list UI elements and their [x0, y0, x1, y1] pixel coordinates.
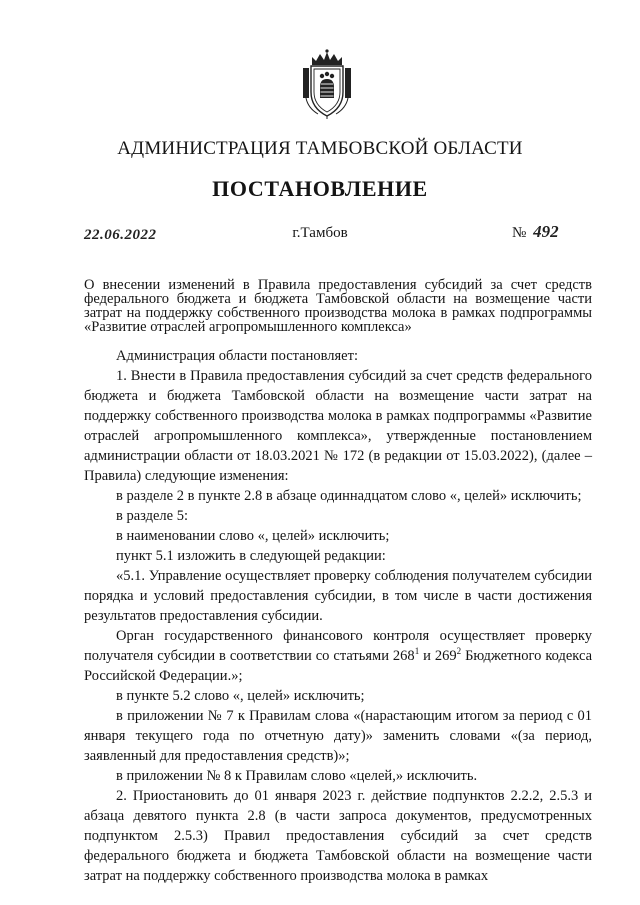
document-city: г.Тамбов — [292, 225, 348, 241]
body-text-segment: Орган государственного финансового контроля осуществляет проверку получателя субсидии в соответствии со статьями 268 — [84, 628, 592, 664]
document-type: ПОСТАНОВЛЕНИЕ — [212, 176, 428, 201]
body-paragraph: 2. Приостановить до 01 января 2023 г. действие подпунктов 2.2.2, 2.5.3 и абзаца девятого пункта 2.8 (в части запроса документов, предусмотренных подпунктом 2.5.3) Правил предоставления субсидий за счет средств федерального бюджета и бюджета Тамбовской области на возмещение части затрат на поддержку собственного производства молока в рамках — [84, 788, 592, 884]
body-paragraph: в наименовании слово «, целей» исключить; — [116, 528, 390, 544]
body-paragraph: Администрация области постановляет: — [116, 348, 358, 364]
coat-of-arms-icon — [298, 48, 356, 120]
organization-name: АДМИНИСТРАЦИЯ ТАМБОВСКОЙ ОБЛАСТИ — [117, 138, 523, 159]
number-prefix: № — [512, 225, 527, 241]
number-value: 492 — [533, 222, 559, 241]
body-paragraph: в разделе 5: — [116, 508, 189, 524]
body-text-segment: и 269 — [419, 648, 457, 664]
superscript: 2 — [456, 646, 462, 657]
body-paragraph: в пункте 5.2 слово «, целей» исключить; — [116, 688, 365, 704]
body-paragraph: в разделе 2 в пункте 2.8 в абзаце одиннадцатом слово «, целей» исключить; — [116, 488, 582, 504]
body-paragraph: в приложении № 7 к Правилам слова «(нарастающим итогом за период с 01 января текущего года по отчетную дату)» заменить словами «(за период, заявленный для предоставления средств)»; — [84, 708, 592, 764]
body-text-segment: Бюджетного кодекса Российской Федерации.»; — [84, 648, 593, 684]
body-paragraph: пункт 5.1 изложить в следующей редакции: — [116, 548, 386, 564]
superscript: 1 — [414, 646, 420, 657]
document-date: 22.06.2022 — [84, 227, 157, 243]
body-paragraph: в приложении № 8 к Правилам слово «целей,» исключить. — [116, 768, 478, 784]
body-paragraph — [84, 626, 592, 686]
body-paragraph: «5.1. Управление осуществляет проверку соблюдения получателем субсидии порядка и условий предоставления субсидии, в том числе в части достижения результатов предоставления субсидии. — [84, 568, 592, 624]
body-paragraph: 1. Внести в Правила предоставления субсидий за счет средств федерального бюджета и бюджета Тамбовской области на возмещение части затрат на поддержку собственного производства молока в рамках подпрограммы «Развитие отраслей агропромышленного комплекса», утвержденные постановлением администрации области от 18.03.2021 № 172 (в редакции от 15.03.2022), (далее – Правила) следующие изменения: — [84, 368, 592, 484]
document-body — [84, 346, 592, 886]
document-subject: О внесении изменений в Правила предоставления субсидий за счет средств федерального бюджета и бюджета Тамбовской области на возмещение части затрат на поддержку собственного производства молока в рамках подпрограммы «Развитие отраслей агропромышленного комплекса» — [84, 277, 592, 335]
document-number — [512, 222, 559, 242]
